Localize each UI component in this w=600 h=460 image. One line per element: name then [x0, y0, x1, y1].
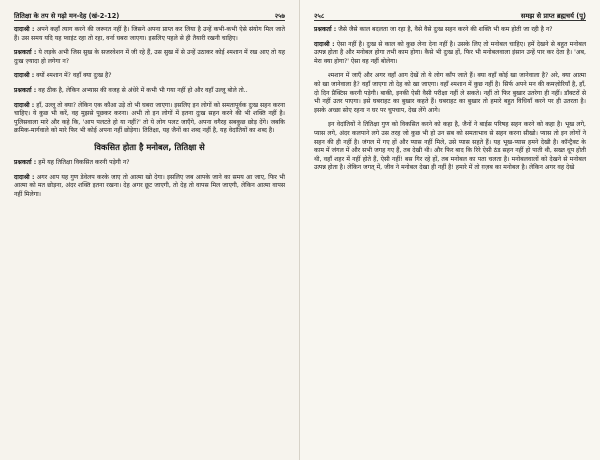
left-header-title: तितिक्षा के तप से गढ़ो मन-देह (खं-2-12)	[14, 12, 120, 20]
paragraph	[314, 41, 586, 67]
paragraph-text: अगर आप यह गुण डेवेलप करके जाए तो आत्मा खो देगा। इसलिए जब आपके जाने का समय आ जाए, फिर भी आत्मा को मत छोड़ना, अंदर शक्ति इतना रखना। देह अगर छूट जाएगी, तो देह तो वापस मिल जाएगी, लेकिन आत्मा वापस नहीं मिलेगा।	[14, 173, 286, 198]
speaker-label: प्रश्नकर्ता :	[14, 86, 37, 94]
speaker-label: दादाश्री :	[14, 72, 35, 80]
right-page-number: २५८	[314, 12, 325, 20]
paragraph-text: ऐसा नहीं है। दुःख से काल को कुछ लेना देना नहीं है। उसके लिए तो मनोबल चाहिए। हमें देखने से बहुत मनोबल उत्पन्न होता है और मनोबल होगा तभी काम होगा। कैसे भी दुःख हों, फिर भी मनोबलवाला इंसान उन्हें पार कर देता है। 'अब, मेरा क्या होगा?' ऐसा वह नहीं बोलेगा।	[314, 40, 586, 65]
speaker-label: दादाश्री :	[14, 173, 35, 181]
paragraph-text: इन वेदांतियों ने तितिक्षा गुण को विकसित करने को कहा है, जैनों ने बाईस परिषह सहन करने को कहा है। भूख लगे, प्यास लगे, अंदर कलपाने लगे उस तरह जो कुछ भी हो उन सब को समताभाव से सहन करना सीखो। प्यास तो इन लोगों ने सहन की ही नहीं है। जंगल में गए हों और प्यास नहीं मिले, उसे प्यास सहते हैं। यह भूख-प्यास हमने देखी है। कॉन्ट्रैक्ट के काम में जंगल में और सभी जगह गए हैं, तब देखी थी। और फिर बाद कि रिरे ऐसी ठंड सहन नहीं हो पाती थी, सख्त धूप होती थी, वहाँ शहर में नहीं होते हैं, ऐसी नहीं! बस गिर रहे हों, तब मनोबल का पता चलता है। मनोबलवालों को देखने से मनोबल उत्पन्न होता है। लेकिन जगत् में, जीव ने मनोबल देखा ही नहीं है! हमारे में तो ग़ज़ब का मनोबल है। लेकिन अगर वह देखे	[314, 121, 586, 172]
paragraph-text: क्यों श्मशान में? वहाँ क्या दुःख है?	[34, 72, 112, 80]
left-paragraphs-after	[14, 159, 285, 199]
section-heading: विकसित होता है मनोबल, तितिक्षा से	[94, 141, 205, 152]
left-paragraphs	[14, 26, 285, 136]
paragraph-text: ये लड़के अभी जिस सुख के सजरवेशन में जी रहे हैं, उस सुख में से उन्हें उठाकर कोई श्मशान में रख आए तो यह दुःख ज़्यादा हो लगेगा न?	[14, 49, 285, 65]
right-page-header	[314, 6, 586, 21]
paragraph	[14, 72, 285, 81]
left-page-number: २५७	[274, 12, 285, 20]
paragraph-text: हाँ, उल्लू तो क्या? लेकिन एक कौआ उड़े तो भी घबरा जाएगा। इसलिए इन लोगों को समतापूर्वक दुःख सहन करना चाहिए। ये कुछ भी करें, वह मुझसे पूछकर करना। अभी तो इन लोगों में इतना दुःख सहन करने की भी शक्ति नहीं है। पुलिसवाला मारे और कहे कि, 'आप पलटते हो या नहीं?' तो ये लोग पलट जाएँगे, अपना वगैरह सबकुछ छोड़ देंगे। जबकि क्रमिक-मार्गवाले को मारे फिर भी कोई अपना नहीं छोड़ेगा। तितिक्षा, यह जैनों का शब्द नहीं है, यह वेदांतियों का शब्द है।	[14, 101, 285, 135]
speaker-label: प्रश्नकर्ता :	[14, 49, 37, 57]
right-page	[300, 0, 600, 460]
paragraph	[314, 121, 586, 173]
paragraph-text: वह ठीक है, लेकिन अभ्यास की वजह से अंधेरे में कभी भी गया नहीं हो और वहाँ उल्लू बोले तो..	[36, 86, 248, 94]
speaker-label: दादाश्री :	[14, 101, 35, 109]
paragraph-text: जैसे जैसे काल बदलता जा रहा है, वैसे वैसे दुःख सहन करने की शक्ति भी कम होती जा रही है न?	[336, 26, 553, 33]
paragraph-text: अपने कहाँ त्याग करने की जरूरत नहीं है। जिसने अपना प्राप्त कर लिया है उन्हें कभी-कभी ऐसे संयोग मिल जाते हैं। उस समय यदि यह प्वाइंट रहा तो रहा, वर्ना घबरा जाएगा। इसलिए पहले से ही तैयारी रखनी चाहिए।	[14, 26, 286, 42]
paragraph-text: श्मशान में जाएँ और अगर वहाँ आग देखें तो ये लोग काँप जाते हैं। क्या वहाँ कोई खा जानेवाला है? अरे, क्या आत्मा को खा जानेवाला है? वहाँ जाएगा तो देह को खा जाएगा। वहाँ श्मशान में कुछ नहीं है। सिर्फ अपने मन की कमज़ोरियाँ है, हाँ, दो दिन प्रैक्टिस करनी पड़ेगी। बाकी, इनकी ऐसी वैसी परीक्षा नहीं ले सकते। नहीं तो फिर बुखार उतरेगा ही नहीं। डॉक्टरों से भी नहीं उतर पाएगा। इसे घबराहट का बुखार कहते हैं। घबराहट का बुखार तो हमारे बहुत विधियाँ करने पर ही उतरता है। इसके अच्छा सोए रहना न घर पर चुपचाप, देख लेंगे आगे।	[314, 72, 586, 114]
right-header-title: समझ से प्राप्त ब्रह्मचर्य (पू)	[520, 12, 586, 20]
paragraph	[14, 87, 285, 96]
paragraph	[14, 174, 285, 200]
paragraph	[14, 159, 285, 168]
paragraph	[14, 102, 285, 136]
paragraph	[14, 49, 285, 66]
paragraph-text: हमें यह तितिक्षा विकसित करनी पड़ेगी न?	[36, 158, 130, 166]
speaker-label: प्रश्नकर्ता :	[14, 158, 37, 166]
left-page-header	[14, 6, 285, 21]
speaker-label: दादाश्री :	[14, 26, 35, 33]
paragraph	[314, 26, 586, 35]
paragraph	[314, 72, 586, 115]
speaker-label: दादाश्री :	[314, 40, 335, 48]
right-paragraphs	[314, 26, 586, 173]
speaker-label: प्रश्नकर्ता :	[314, 26, 337, 33]
paragraph	[14, 26, 285, 43]
